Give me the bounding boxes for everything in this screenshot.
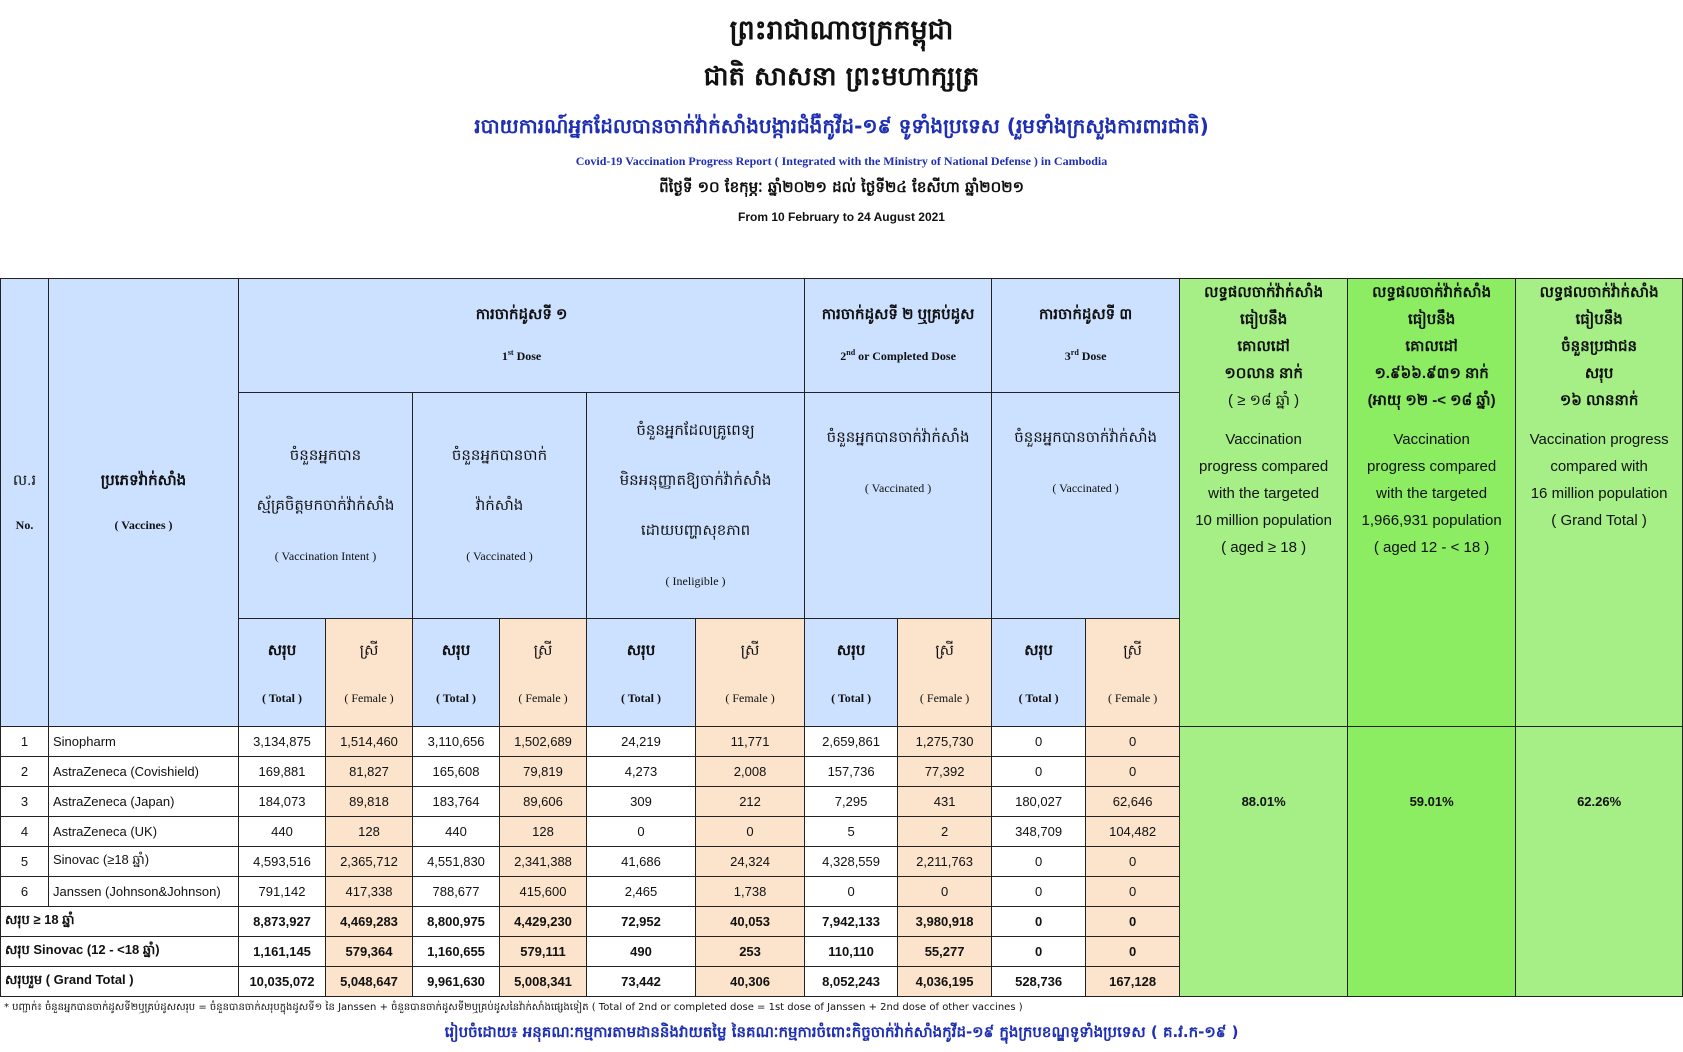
summary-cell: 4,036,195: [898, 967, 992, 997]
table-cell: 417,338: [326, 877, 413, 907]
report-period-en: From 10 February to 24 August 2021: [738, 210, 945, 224]
dose2-header: ការចាក់ដូសទី ២ ឬគ្រប់ដូស 2nd or Completed Dose: [805, 279, 992, 393]
female-subheader: ស្រី ( Female ): [696, 619, 805, 727]
summary-cell: 0: [992, 907, 1086, 937]
table-cell: 3,110,656: [413, 727, 500, 757]
table-cell: 3,134,875: [239, 727, 326, 757]
table-cell: 788,677: [413, 877, 500, 907]
vaccine-name: Janssen (Johnson&Johnson): [49, 877, 239, 907]
no-header: ល.រ No.: [1, 279, 49, 727]
table-cell: 0: [992, 757, 1086, 787]
vaccine-header: ប្រភេទវ៉ាក់សាំង ( Vaccines ): [49, 279, 239, 727]
vaccination-table: [0, 278, 1683, 997]
target2-header: លទ្ធផលចាក់វ៉ាក់សាំង ធៀបនឹង គោលដៅ ១.៩៦៦.៩៣១ នាក់ (អាយុ ១២ -< ១៨ ឆ្នាំ) Vaccination progress compared with the targeted 1,966,931 population ( aged 12 - < 18 ): [1348, 279, 1516, 727]
table-cell: 212: [696, 787, 805, 817]
table-cell: 4,328,559: [805, 847, 898, 877]
dose1-header: ការចាក់ដូសទី ១ 1st Dose: [239, 279, 805, 393]
table-cell: 348,709: [992, 817, 1086, 847]
table-cell: 309: [587, 787, 696, 817]
table-cell: 4,593,516: [239, 847, 326, 877]
summary-cell: 40,053: [696, 907, 805, 937]
summary-cell: 3,980,918: [898, 907, 992, 937]
female-subheader: ស្រី ( Female ): [326, 619, 413, 727]
row-number: 5: [1, 847, 49, 877]
summary-cell: 528,736: [992, 967, 1086, 997]
target3-header: លទ្ធផលចាក់វ៉ាក់សាំង ធៀបនឹង ចំនួនប្រជាជន សរុប ១៦ លាននាក់ Vaccination progress compared with 16 million population ( Grand Total ): [1516, 279, 1683, 727]
table-cell: 431: [898, 787, 992, 817]
summary-cell: 167,128: [1086, 967, 1180, 997]
table-cell: 89,818: [326, 787, 413, 817]
summary-cell: 0: [992, 937, 1086, 967]
table-cell: 0: [992, 727, 1086, 757]
intent-header: ចំនួនអ្នកបាន ស្ម័គ្រចិត្តមកចាក់វ៉ាក់សាំង ( Vaccination Intent ): [239, 393, 413, 619]
summary-cell: 9,961,630: [413, 967, 500, 997]
table-cell: 0: [1086, 727, 1180, 757]
table-cell: 2: [898, 817, 992, 847]
summary-cell: 0: [1086, 907, 1180, 937]
table-cell: 2,211,763: [898, 847, 992, 877]
vaccine-name: Sinopharm: [49, 727, 239, 757]
table-cell: 440: [413, 817, 500, 847]
vaccine-name: AstraZeneca (Covishield): [49, 757, 239, 787]
table-cell: 128: [326, 817, 413, 847]
summary-cell: 8,800,975: [413, 907, 500, 937]
table-cell: 77,392: [898, 757, 992, 787]
female-subheader: ស្រី ( Female ): [898, 619, 992, 727]
table-cell: 180,027: [992, 787, 1086, 817]
table-cell: 1,514,460: [326, 727, 413, 757]
motto-heading: ជាតិ សាសនា ព្រះមហាក្សត្រ: [703, 62, 980, 92]
table-cell: 1,275,730: [898, 727, 992, 757]
report-period-km: ពីថ្ងៃទី ១០ ខែកុម្ភៈ ឆ្នាំ២០២១ ដល់ ថ្ងៃទី២៤ ខែសីហា ឆ្នាំ២០២១: [659, 178, 1024, 196]
summary-cell: 55,277: [898, 937, 992, 967]
table-cell: 104,482: [1086, 817, 1180, 847]
summary-cell: 579,111: [500, 937, 587, 967]
dose3-vaccinated-header: ចំនួនអ្នកបានចាក់វ៉ាក់សាំង ( Vaccinated ): [992, 393, 1180, 619]
table-cell: 41,686: [587, 847, 696, 877]
summary-cell: 1,160,655: [413, 937, 500, 967]
summary-cell: 0: [1086, 937, 1180, 967]
table-cell: 165,608: [413, 757, 500, 787]
table-cell: 415,600: [500, 877, 587, 907]
table-cell: 7,295: [805, 787, 898, 817]
table-cell: 0: [992, 847, 1086, 877]
table-cell: 11,771: [696, 727, 805, 757]
row-number: 1: [1, 727, 49, 757]
table-cell: 128: [500, 817, 587, 847]
total-subheader: សរុប ( Total ): [413, 619, 500, 727]
summary-cell: 1,161,145: [239, 937, 326, 967]
table-cell: 89,606: [500, 787, 587, 817]
vaccinated-header: ចំនួនអ្នកបានចាក់ វ៉ាក់សាំង ( Vaccinated ): [413, 393, 587, 619]
table-cell: 2,008: [696, 757, 805, 787]
table-cell: 169,881: [239, 757, 326, 787]
table-cell: 0: [805, 877, 898, 907]
dose2-vaccinated-header: ចំនួនអ្នកបានចាក់វ៉ាក់សាំង ( Vaccinated ): [805, 393, 992, 619]
summary-cell: 72,952: [587, 907, 696, 937]
summary-cell: 490: [587, 937, 696, 967]
summary-cell: 40,306: [696, 967, 805, 997]
table-cell: 0: [1086, 757, 1180, 787]
report-title-km: របាយការណ៍អ្នកដែលបានចាក់វ៉ាក់សាំងបង្ការជំងឺកូវីដ-១៩ ទូទាំងប្រទេស (រួមទាំងក្រសួងការពារជាតិ): [474, 114, 1209, 138]
table-cell: 81,827: [326, 757, 413, 787]
table-cell: 1,502,689: [500, 727, 587, 757]
vaccine-name: Sinovac (≥18 ឆ្នាំ): [49, 847, 239, 877]
credit-line: រៀបចំដោយ៖ អនុគណៈកម្មការតាមដាននិងវាយតម្លៃ នៃគណៈកម្មការចំពោះកិច្ចចាក់វ៉ាក់សាំងកូវីដ-១៩ ក្នុងក្របខណ្ឌទូទាំងប្រទេស ( គ.វ.ក-១៩ ): [444, 1023, 1239, 1041]
table-cell: 62,646: [1086, 787, 1180, 817]
dose3-header: ការចាក់ដូសទី ៣ 3rd Dose: [992, 279, 1180, 393]
kingdom-heading: ព្រះរាជាណាចក្រកម្ពុជា: [729, 15, 954, 46]
summary-cell: 253: [696, 937, 805, 967]
summary-label: សរុបរួម ( Grand Total ): [1, 967, 239, 997]
row-number: 6: [1, 877, 49, 907]
table-cell: 24,219: [587, 727, 696, 757]
table-cell: 2,341,388: [500, 847, 587, 877]
summary-cell: 110,110: [805, 937, 898, 967]
summary-cell: 4,429,230: [500, 907, 587, 937]
table-cell: 184,073: [239, 787, 326, 817]
table-cell: 24,324: [696, 847, 805, 877]
table-cell: 79,819: [500, 757, 587, 787]
table-cell: 183,764: [413, 787, 500, 817]
summary-label: សរុប ≥ 18 ឆ្នាំ: [1, 907, 239, 937]
target1-percentage: 88.01%: [1180, 727, 1348, 997]
table-cell: 0: [587, 817, 696, 847]
table-cell: 0: [992, 877, 1086, 907]
row-number: 2: [1, 757, 49, 787]
target3-percentage: 62.26%: [1516, 727, 1683, 997]
table-cell: 0: [1086, 877, 1180, 907]
table-cell: 157,736: [805, 757, 898, 787]
summary-cell: 4,469,283: [326, 907, 413, 937]
row-number: 4: [1, 817, 49, 847]
total-subheader: សរុប ( Total ): [992, 619, 1086, 727]
report-title-en: Covid-19 Vaccination Progress Report ( Integrated with the Ministry of National Defense ) in Cambodia: [575, 154, 1108, 168]
table-cell: 5: [805, 817, 898, 847]
summary-cell: 10,035,072: [239, 967, 326, 997]
summary-cell: 579,364: [326, 937, 413, 967]
table-cell: 1,738: [696, 877, 805, 907]
table-cell: 2,659,861: [805, 727, 898, 757]
total-subheader: សរុប ( Total ): [587, 619, 696, 727]
target2-percentage: 59.01%: [1348, 727, 1516, 997]
table-cell: 4,551,830: [413, 847, 500, 877]
table-cell: 0: [898, 877, 992, 907]
summary-cell: 7,942,133: [805, 907, 898, 937]
summary-cell: 5,008,341: [500, 967, 587, 997]
summary-cell: 5,048,647: [326, 967, 413, 997]
row-number: 3: [1, 787, 49, 817]
summary-cell: 8,052,243: [805, 967, 898, 997]
table-row: [1, 727, 1683, 757]
footnote: * បញ្ជាក់៖ ចំនួនអ្នកបានចាក់ដូសទី២ឬគ្រប់ដូសសរុប = ចំនួនបានចាក់សរុបក្នុងដូសទី១ នៃ Janssen + ចំនួនបានចាក់ដូសទី២ឬគ្រប់ដូសនៃវ៉ាក់សាំងផ្សេងទៀត ( Total of 2nd or completed dose = 1st dose of Janssen + 2nd dose of other vaccines ): [4, 1002, 1023, 1013]
table-cell: 0: [696, 817, 805, 847]
table-cell: 0: [1086, 847, 1180, 877]
summary-label: សរុប Sinovac (12 - <18 ឆ្នាំ): [1, 937, 239, 967]
ineligible-header: ចំនួនអ្នកដែលគ្រូពេទ្យ មិនអនុញ្ញាតឱ្យចាក់វ៉ាក់សាំង ដោយបញ្ហាសុខភាព ( Ineligible ): [587, 393, 805, 619]
total-subheader: សរុប ( Total ): [805, 619, 898, 727]
table-cell: 2,465: [587, 877, 696, 907]
female-subheader: ស្រី ( Female ): [1086, 619, 1180, 727]
vaccine-name: AstraZeneca (UK): [49, 817, 239, 847]
summary-cell: 73,442: [587, 967, 696, 997]
total-subheader: សរុប ( Total ): [239, 619, 326, 727]
vaccine-name: AstraZeneca (Japan): [49, 787, 239, 817]
table-cell: 791,142: [239, 877, 326, 907]
table-cell: 4,273: [587, 757, 696, 787]
female-subheader: ស្រី ( Female ): [500, 619, 587, 727]
table-cell: 440: [239, 817, 326, 847]
target1-header: លទ្ធផលចាក់វ៉ាក់សាំង ធៀបនឹង គោលដៅ ១០លាន នាក់ ( ≥ ១៨ ឆ្នាំ ) Vaccination progress compared with the targeted 10 million population ( aged ≥ 18 ): [1180, 279, 1348, 727]
summary-cell: 8,873,927: [239, 907, 326, 937]
table-cell: 2,365,712: [326, 847, 413, 877]
